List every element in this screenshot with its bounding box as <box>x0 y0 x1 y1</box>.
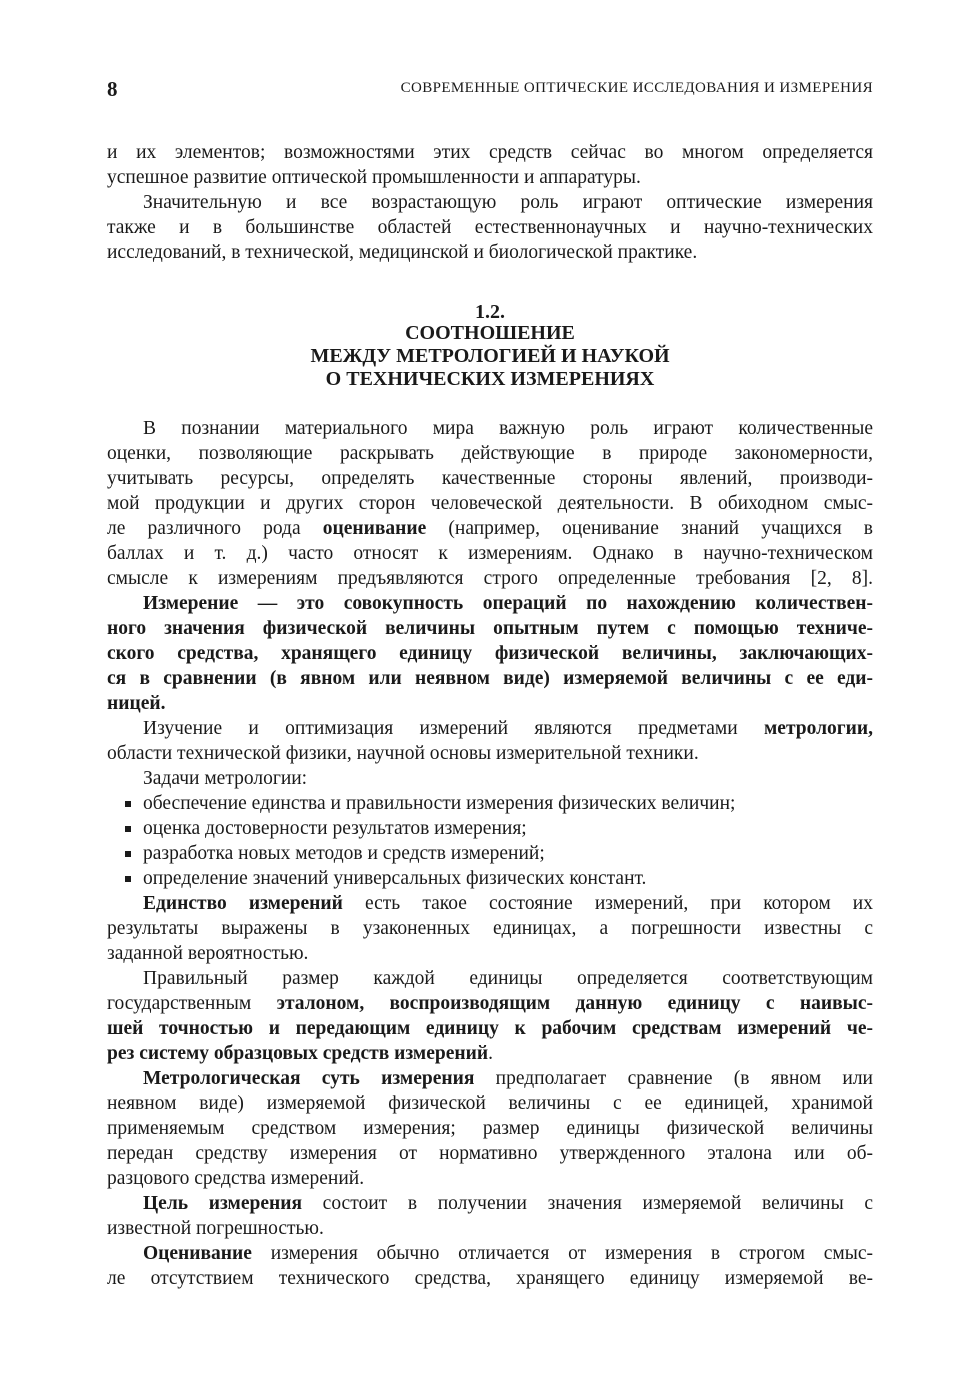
text-run: Задачи метрологии: <box>143 768 308 789</box>
bold-term: ницей. <box>107 693 166 714</box>
bullet-icon <box>125 826 131 832</box>
bullet-icon <box>125 801 131 807</box>
text-line <box>107 1216 873 1241</box>
bold-term: Цель измерения <box>143 1193 302 1214</box>
text-run: государственным <box>107 993 277 1014</box>
bold-term: Метрологическая суть измерения <box>143 1068 475 1089</box>
text-line <box>107 1191 873 1216</box>
text-line <box>107 1041 873 1066</box>
text-run: измерения обычно отличается от измерения в строгом смыс- <box>251 1243 873 1264</box>
text-line <box>107 1241 873 1266</box>
text-run: Изучение и оптимизация измерений являются предметами <box>143 718 765 739</box>
text-run: (например, оценивание знаний учащихся в <box>426 518 873 539</box>
text-run: оценка достоверности результатов измерения; <box>143 818 527 839</box>
text-run: заданной вероятностью. <box>107 943 309 964</box>
text-line <box>107 1091 873 1116</box>
section-heading <box>107 301 873 391</box>
intro-text <box>107 140 873 265</box>
text-run: есть такое состояние измерений, при котором их <box>342 893 873 914</box>
bullet-icon <box>125 876 131 882</box>
text-run: разработка новых методов и средств измерений; <box>143 843 545 864</box>
text-line <box>107 1016 873 1041</box>
text-run: определение значений универсальных физических констант. <box>143 868 647 889</box>
text-run: обеспечение единства и правильности измерения физических величин; <box>143 793 736 814</box>
text-line <box>107 966 873 991</box>
text-run: неявном виде) измеряемой физической величины с ее единицей, хранимой <box>107 1093 873 1114</box>
text-line <box>107 1141 873 1166</box>
text-run: исследований, в технической, медицинской и биологической практике. <box>107 242 698 263</box>
bullet-item <box>107 791 873 816</box>
section-number: 1.2. <box>475 301 505 323</box>
section-title-line: МЕЖДУ МЕТРОЛОГИЕЙ И НАУКОЙ <box>310 345 670 367</box>
bold-term: Оценивание <box>143 1243 252 1264</box>
text-run: области технической физики, научной основы измерительной техники. <box>107 743 699 764</box>
text-line <box>107 691 873 716</box>
bold-term: Единство измерений <box>143 893 343 914</box>
text-run: баллах и т. д.) часто относят к измерениям. Однако в научно-техническом <box>107 543 873 564</box>
bold-term: шей точностью и передающим единицу к рабочим средствам измерений че- <box>107 1018 873 1039</box>
bold-term: ного значения физической величины опытным путем с помощью техниче- <box>107 618 873 639</box>
text-line <box>107 1266 873 1291</box>
text-line <box>107 190 873 215</box>
text-run: смысле к измерениям предъявляются строго определенные требования [2, 8]. <box>107 568 873 589</box>
text-line <box>107 1066 873 1091</box>
bold-term: оценивание <box>322 518 427 539</box>
text-line <box>107 941 873 966</box>
text-run: учитывать ресурсы, определять качественные стороны явлений, производи- <box>107 468 873 489</box>
text-run: оценки, позволяющие раскрывать действующие в природе закономерности, <box>107 443 873 464</box>
text-run: успешное развитие оптической промышленности и аппаратуры. <box>107 167 641 188</box>
bold-term: рез систему образцовых средств измерений <box>107 1043 489 1064</box>
bold-term: ся в сравнении (в явном или неявном виде) измеряемой величины с ее еди- <box>107 668 873 689</box>
bold-term: Измерение — это совокупность операций по нахождению количествен- <box>143 593 873 614</box>
text-line <box>107 516 873 541</box>
bold-term: эталоном, воспроизводящим данную единицу с наивыс- <box>276 993 873 1014</box>
text-run: разцового средства измерений. <box>107 1168 365 1189</box>
running-title: СОВРЕМЕННЫЕ ОПТИЧЕСКИЕ ИССЛЕДОВАНИЯ И ИЗМЕРЕНИЯ <box>400 80 873 96</box>
page-header <box>107 77 873 101</box>
text-line <box>107 1166 873 1191</box>
text-line <box>107 491 873 516</box>
bullet-item <box>107 841 873 866</box>
bullet-icon <box>125 851 131 857</box>
text-run: результаты выражены в узаконенных единицах, а погрешности известны с <box>107 918 873 939</box>
text-run: состоит в получении значения измеряемой величины с <box>302 1193 874 1214</box>
text-run: ле различного рода <box>107 518 323 539</box>
bold-term: ского средства, хранящего единицу физической величины, заключающих- <box>107 643 873 664</box>
text-line <box>107 641 873 666</box>
text-run: В познании материального мира важную роль играют количественные <box>143 418 873 439</box>
text-line <box>107 441 873 466</box>
text-line <box>107 741 873 766</box>
text-line <box>107 165 873 190</box>
text-line <box>107 991 873 1016</box>
text-line <box>107 616 873 641</box>
bullet-item <box>107 866 873 891</box>
section-title-line: О ТЕХНИЧЕСКИХ ИЗМЕРЕНИЯХ <box>325 368 655 390</box>
text-run: . <box>488 1043 493 1064</box>
text-line <box>107 566 873 591</box>
text-line <box>107 716 873 741</box>
text-run: Значительную и все возрастающую роль играют оптические измерения <box>143 192 873 213</box>
text-line <box>107 766 873 791</box>
text-line <box>107 541 873 566</box>
text-run: и их элементов; возможностями этих средств сейчас во многом определяется <box>107 142 873 163</box>
text-line <box>107 416 873 441</box>
text-line <box>107 215 873 240</box>
text-run: мой продукции и других сторон человеческой деятельности. В обиходном смыс- <box>107 493 873 514</box>
text-run: применяемым средством измерения; размер единицы физической величины <box>107 1118 873 1139</box>
text-line <box>107 140 873 165</box>
bullet-item <box>107 816 873 841</box>
bold-term: метрологии, <box>764 718 873 739</box>
text-run: ле отсутствием технического средства, хранящего единицу измеряемой ве- <box>107 1268 873 1289</box>
text-line <box>107 1116 873 1141</box>
text-line <box>107 891 873 916</box>
section-title-line: СООТНОШЕНИЕ <box>405 322 575 344</box>
text-run: также и в большинстве областей естественнонаучных и научно-технических <box>107 217 873 238</box>
text-run: передан средству измерения от нормативно утвержденного эталона или об- <box>107 1143 873 1164</box>
page-number: 8 <box>107 77 118 101</box>
text-line <box>107 916 873 941</box>
text-line <box>107 591 873 616</box>
text-line <box>107 466 873 491</box>
text-run: Правильный размер каждой единицы определяется соответствующим <box>143 968 873 989</box>
text-run: предполагает сравнение (в явном или <box>474 1068 873 1089</box>
text-run: известной погрешностью. <box>107 1218 324 1239</box>
text-line <box>107 666 873 691</box>
text-line <box>107 240 873 265</box>
body-text <box>107 416 873 1291</box>
